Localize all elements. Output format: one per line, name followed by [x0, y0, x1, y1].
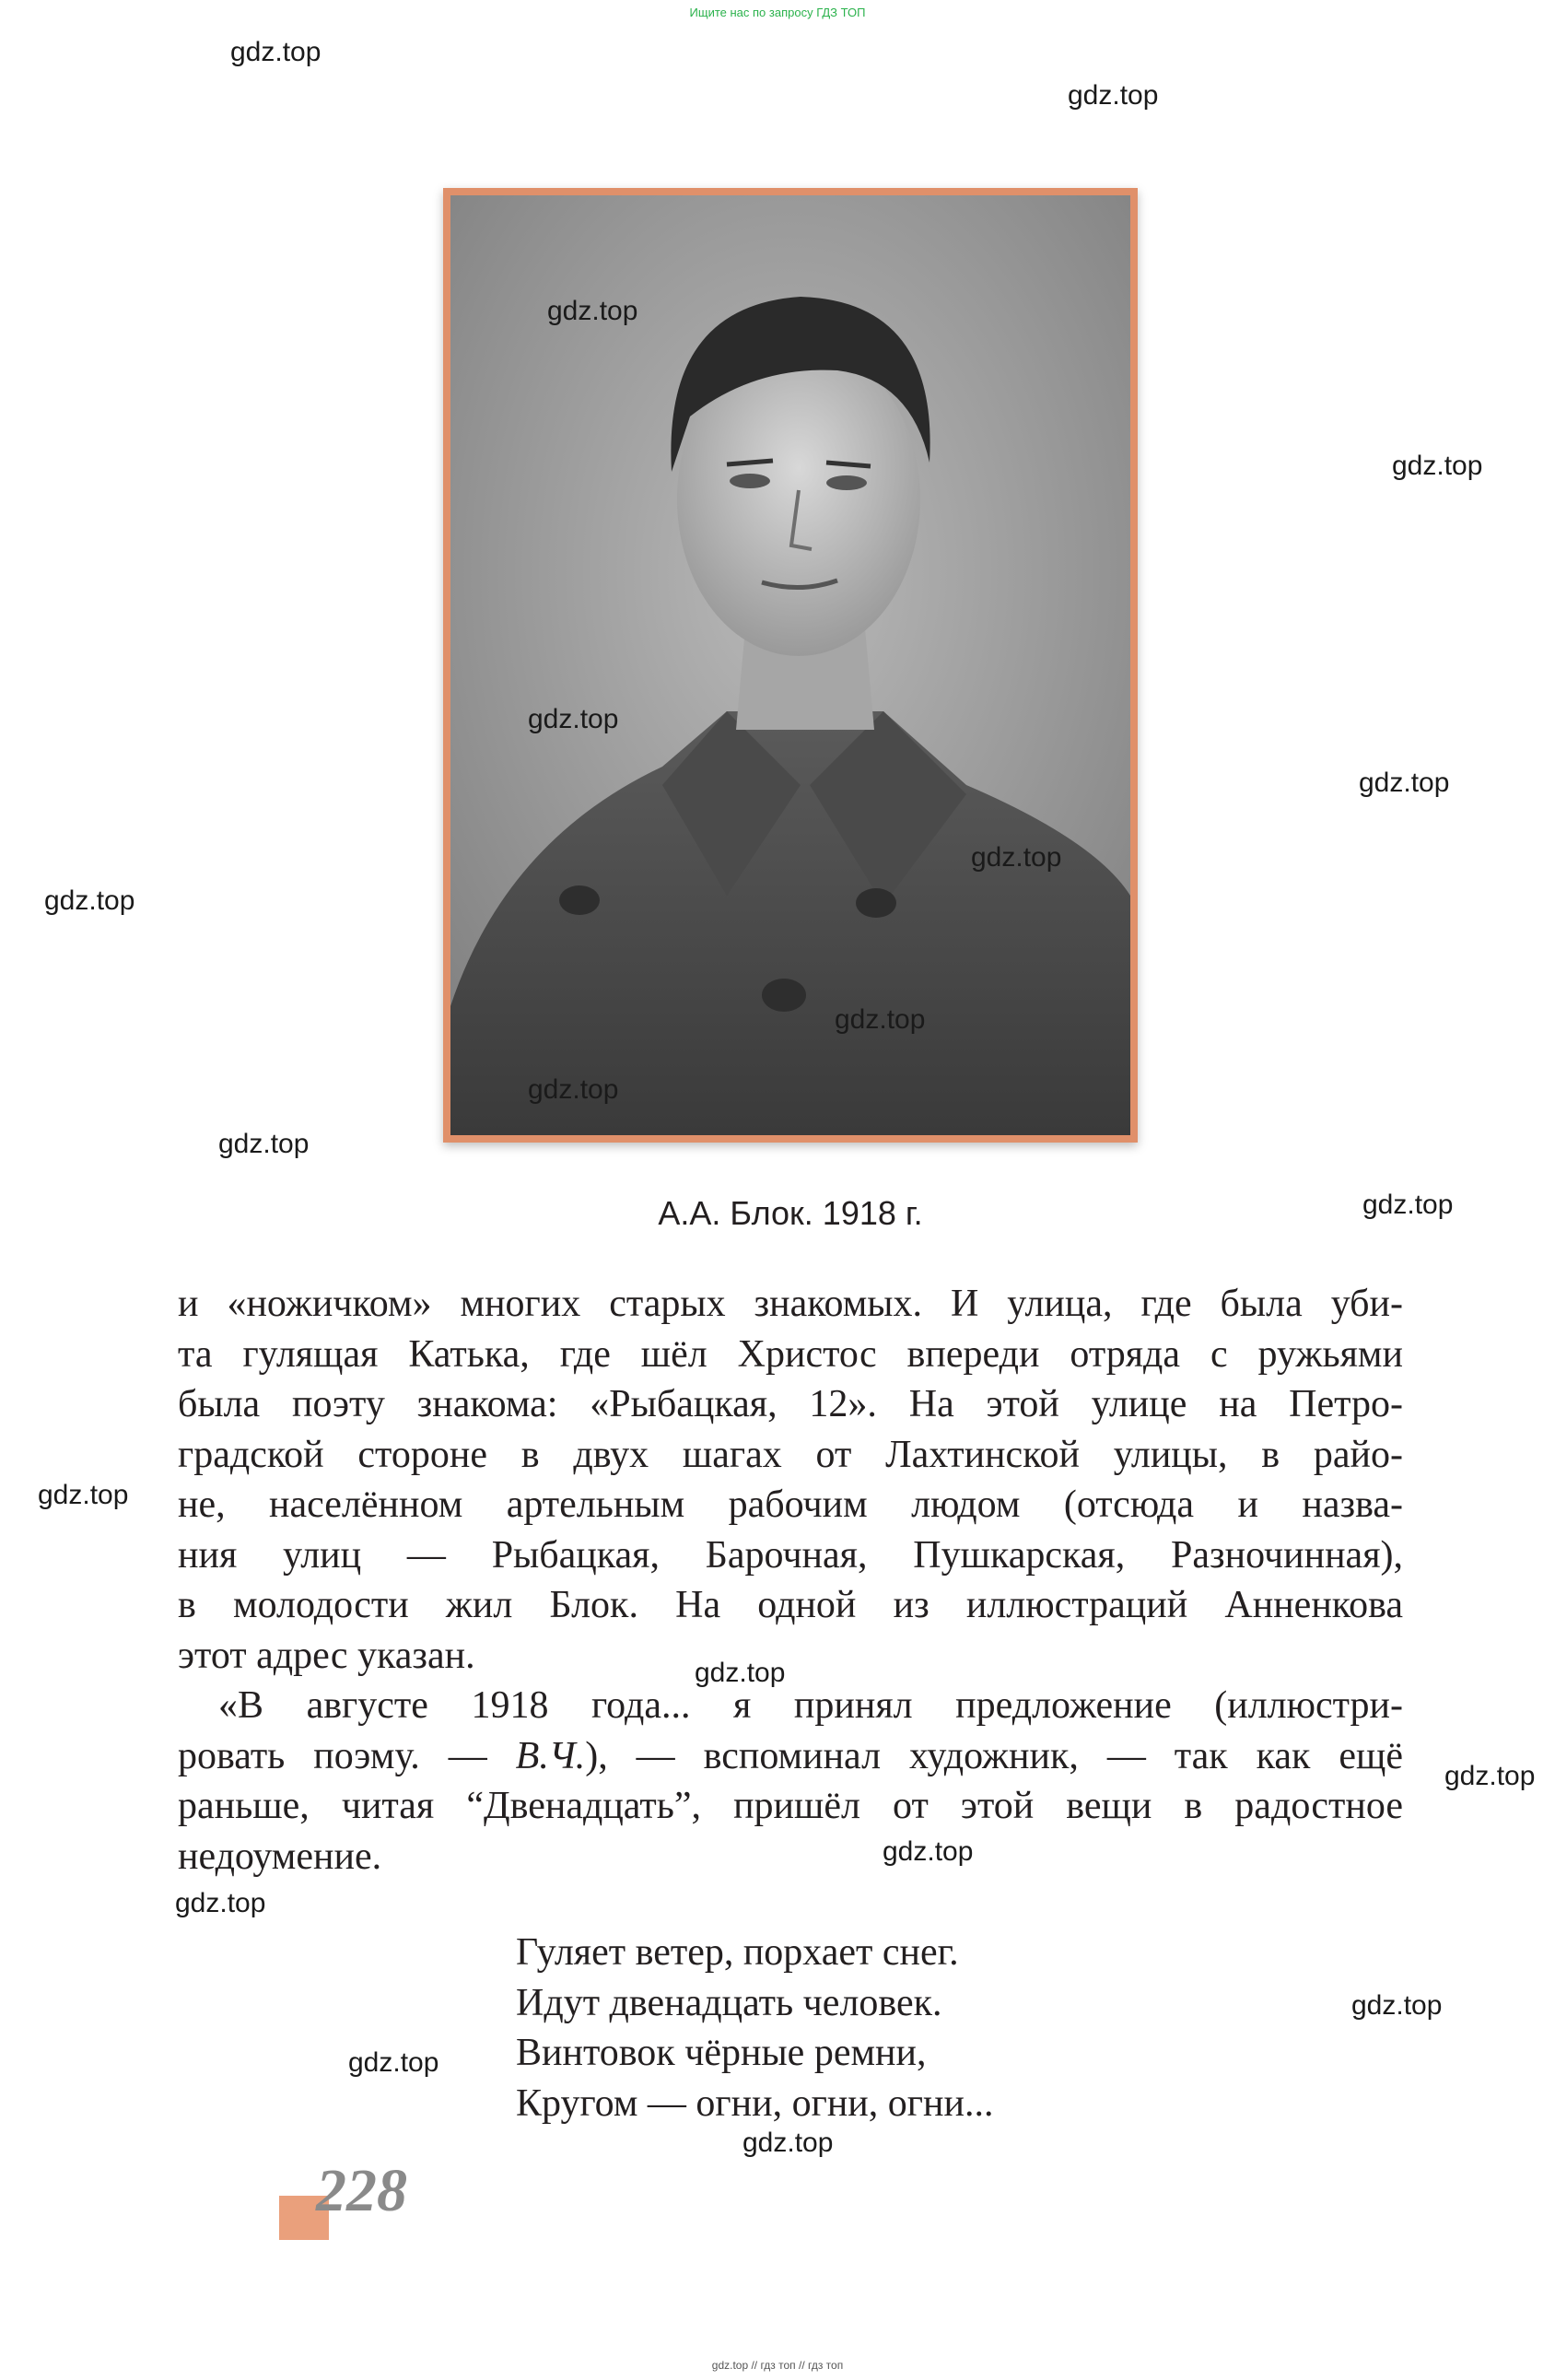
- watermark: gdz.top: [1351, 1990, 1443, 2021]
- watermark: gdz.top: [742, 2128, 834, 2158]
- page-number: 228: [316, 2157, 407, 2224]
- watermark: gdz.top: [175, 1888, 266, 1918]
- watermark: gdz.top: [547, 296, 638, 326]
- watermark: gdz.top: [1359, 768, 1450, 798]
- text-fragment: ), — вспоминал художник, — так как ещё: [585, 1734, 1403, 1777]
- body-text: [178, 1279, 1403, 1882]
- photo-caption: А.А. Блок. 1918 г.: [658, 1194, 923, 1232]
- text-line: градской стороне в двух шагах от Лахтинской улицы, в райо-: [178, 1433, 1403, 1476]
- watermark: gdz.top: [1362, 1190, 1454, 1220]
- watermark: gdz.top: [230, 37, 322, 67]
- poem-excerpt: [516, 1928, 993, 2128]
- author-initials: В.Ч.: [515, 1734, 586, 1777]
- portrait-image: [450, 195, 1130, 1135]
- footer-note: gdz.top // гдз топ // гдз топ: [711, 2359, 844, 2372]
- text-line: в молодости жил Блок. На одной из иллюстраций Анненкова: [178, 1584, 1403, 1626]
- poem-line: Винтовок чёрные ремни,: [516, 2032, 927, 2074]
- text-line: та гулящая Катька, где шёл Христос впереди отряда с ружьями: [178, 1332, 1403, 1376]
- poem-line: Кругом — огни, огни, огни...: [516, 2081, 994, 2125]
- text-line: ния улиц — Рыбацкая, Барочная, Пушкарская, Разночинная),: [178, 1533, 1403, 1577]
- text-line: недоумение.: [178, 1835, 382, 1878]
- watermark: gdz.top: [835, 1004, 926, 1035]
- portrait-photo: [443, 188, 1138, 1143]
- watermark: gdz.top: [883, 1836, 974, 1867]
- text-line: [178, 1731, 1403, 1782]
- watermark: gdz.top: [1392, 451, 1483, 481]
- watermark: gdz.top: [528, 704, 619, 734]
- text-line: не, населённом артельным рабочим людом (отсюда и назва-: [178, 1483, 1403, 1526]
- text-fragment: ровать поэму. —: [178, 1734, 516, 1777]
- poem-line: Гуляет ветер, порхает снег.: [516, 1931, 959, 1974]
- text-line: была поэту знакома: «Рыбацкая, 12». На этой улице на Петро-: [178, 1383, 1403, 1425]
- watermark: gdz.top: [44, 885, 135, 916]
- watermark: gdz.top: [1444, 1761, 1536, 1791]
- watermark: gdz.top: [348, 2047, 439, 2078]
- watermark: gdz.top: [218, 1129, 310, 1159]
- watermark: gdz.top: [1068, 80, 1159, 111]
- text-line: раньше, читая “Двенадцать”, пришёл от этой вещи в радостное: [178, 1785, 1403, 1827]
- text-line: «В августе 1918 года... я принял предложение (иллюстри-: [218, 1684, 1403, 1727]
- text-line: этот адрес указан.: [178, 1634, 475, 1677]
- poem-line: Идут двенадцать человек.: [516, 1981, 942, 2024]
- watermark: gdz.top: [528, 1074, 619, 1105]
- watermark: gdz.top: [695, 1658, 786, 1688]
- watermark: gdz.top: [38, 1480, 129, 1510]
- watermark: gdz.top: [971, 842, 1062, 873]
- header-note: Ищите нас по запросу ГДЗ ТОП: [689, 6, 866, 19]
- text-line: и «ножичком» многих старых знакомых. И улица, где была уби-: [178, 1283, 1403, 1325]
